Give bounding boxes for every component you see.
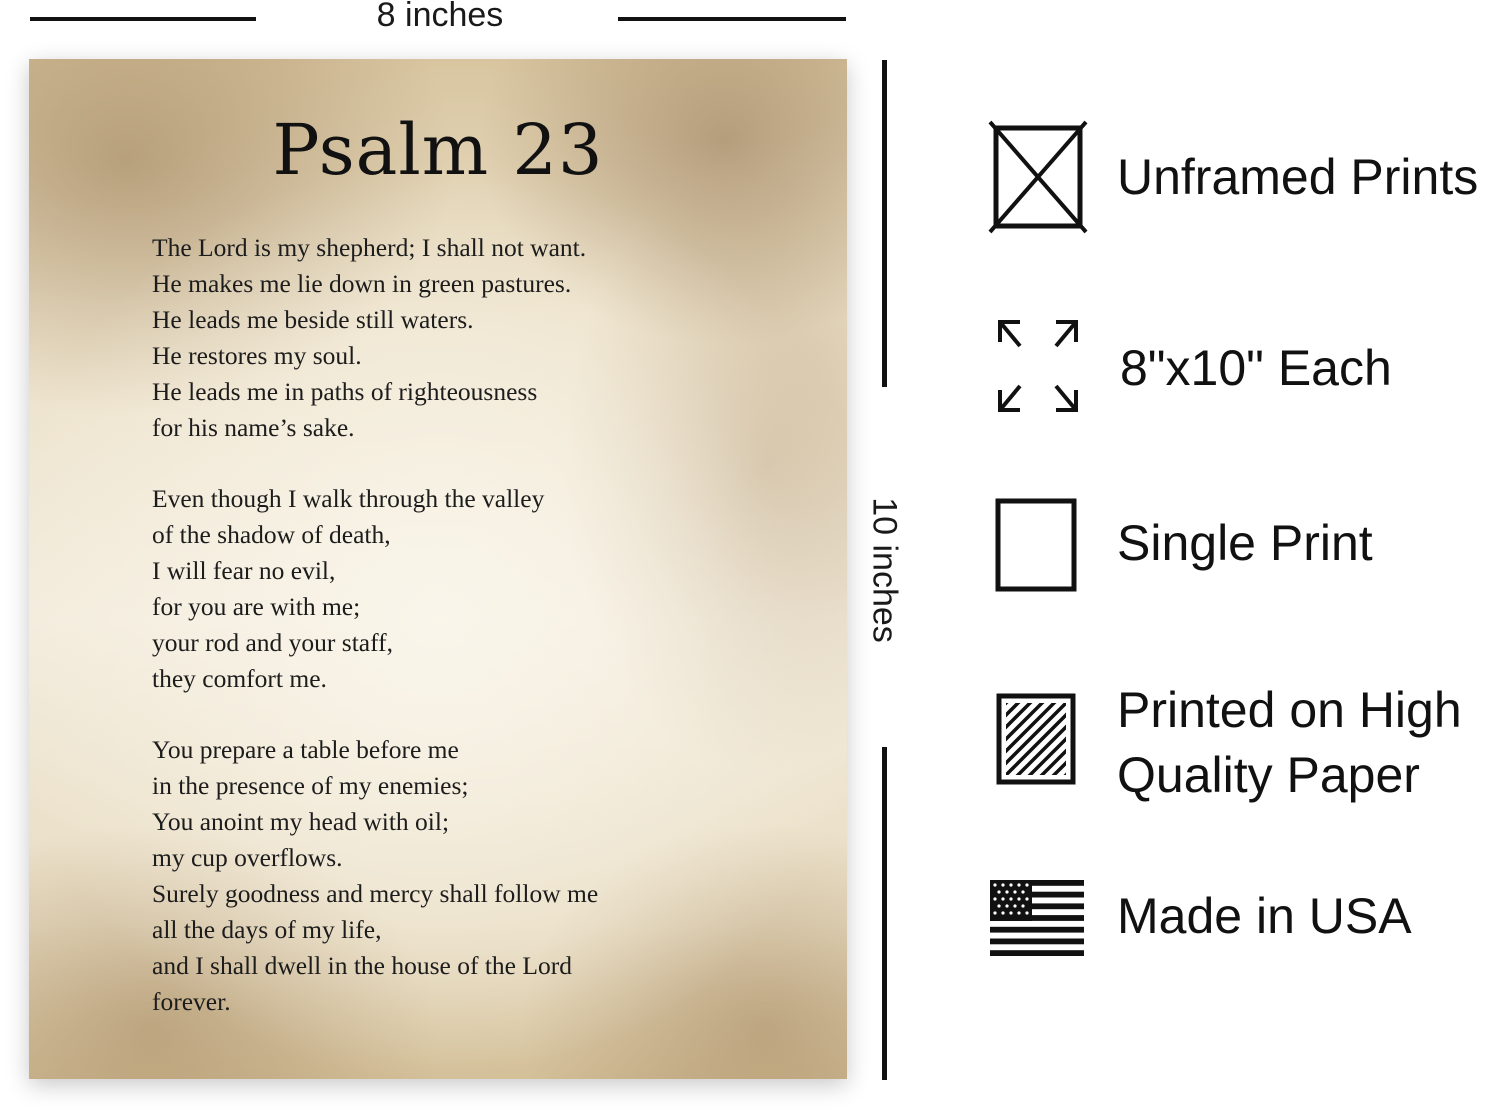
verse-line: for you are with me; <box>152 592 361 621</box>
verse-line: Even though I walk through the valley <box>152 484 545 513</box>
stanza-3 <box>152 732 598 1020</box>
verse-line: He makes me lie down in green pastures. <box>152 269 572 298</box>
verse-line: I will fear no evil, <box>152 556 336 585</box>
verse-line: You anoint my head with oil; <box>152 807 450 836</box>
feature-size-label: 8"x10" Each <box>1120 340 1392 396</box>
verse-line: they comfort me. <box>152 664 327 693</box>
unframed-icon <box>988 120 1088 239</box>
verse-line: my cup overflows. <box>152 843 343 872</box>
single-frame-icon <box>995 498 1079 599</box>
feature-paper-label-line-1: Printed on High <box>1117 682 1462 738</box>
feature-single-print-label: Single Print <box>1117 515 1373 571</box>
verse-line: all the days of my life, <box>152 915 382 944</box>
width-line-right <box>618 17 846 21</box>
verse-line: You prepare a table before me <box>152 735 459 764</box>
height-line-bottom <box>882 747 887 1080</box>
height-line-top <box>882 60 887 387</box>
verse-line: of the shadow of death, <box>152 520 391 549</box>
poster-title: Psalm 23 <box>272 109 604 191</box>
feature-paper-label-line-2: Quality Paper <box>1117 747 1420 803</box>
paper-texture-icon <box>996 693 1080 794</box>
feature-made-in-usa-label: Made in USA <box>1117 888 1412 944</box>
verse-line: forever. <box>152 987 231 1016</box>
verse-line: Surely goodness and mercy shall follow me <box>152 879 599 908</box>
expand-arrows-icon <box>996 318 1080 419</box>
verse-line: He leads me in paths of righteousness <box>152 377 538 406</box>
stanza-2 <box>152 481 544 697</box>
feature-unframed-label: Unframed Prints <box>1117 149 1479 205</box>
width-line-left <box>30 17 256 21</box>
usa-flag-icon <box>990 880 1084 961</box>
verse-line: for his name’s sake. <box>152 413 355 442</box>
verse-line: The Lord is my shepherd; I shall not want. <box>152 233 587 262</box>
verse-line: in the presence of my enemies; <box>152 771 469 800</box>
verse-line: and I shall dwell in the house of the Lord <box>152 951 572 980</box>
psalm-poster <box>29 59 847 1079</box>
verse-line: He restores my soul. <box>152 341 362 370</box>
width-label: 8 inches <box>376 0 504 34</box>
height-label: 10 inches <box>865 497 904 643</box>
verse-line: your rod and your staff, <box>152 628 394 657</box>
stanza-1 <box>152 230 586 446</box>
verse-line: He leads me beside still waters. <box>152 305 474 334</box>
